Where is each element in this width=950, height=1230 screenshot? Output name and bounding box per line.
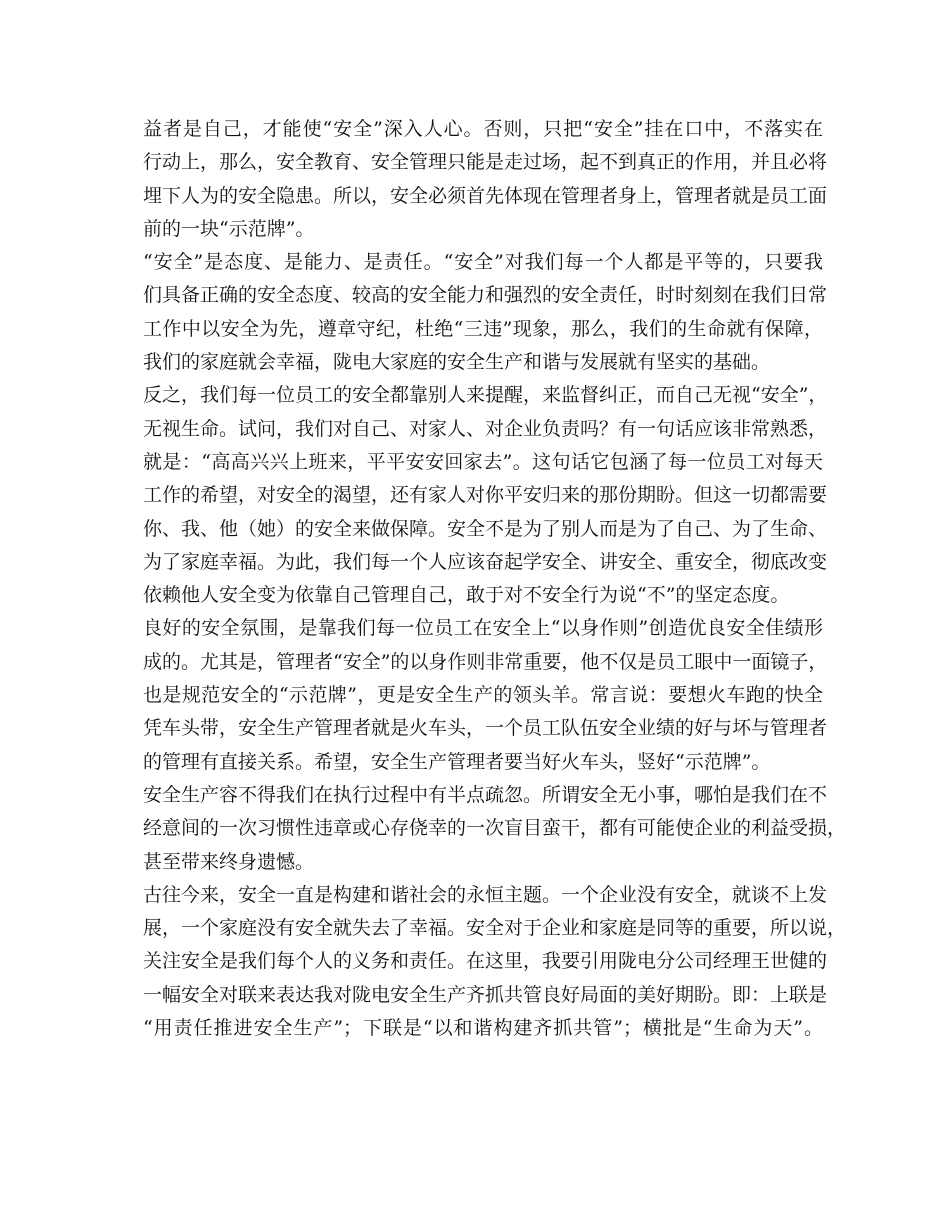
text-line: 安全生产容不得我们在执行过程中有半点疏忽。所谓安全无小事，哪怕是我们在不 (143, 783, 828, 806)
text-line: 我们的家庭就会幸福，陇电大家庭的安全生产和谐与发展就有坚实的基础。 (143, 351, 771, 374)
text-line: “安全”是态度、是能力、是责任。“安全”对我们每一个人都是平等的，只要我 (143, 251, 823, 274)
paragraph (143, 779, 847, 879)
text-line: 就是：“高高兴兴上班来，平平安安回家去”。这句话它包涵了每一位员工对每天 (143, 450, 823, 473)
text-line: “用责任推进安全生产”；下联是“以和谐构建齐抓共管”；横批是“生命为天”。 (143, 1017, 823, 1040)
text-line: 无视生命。试问，我们对自己、对家人、对企业负责吗？有一句话应该非常熟悉， (143, 417, 828, 440)
text-line: 工作中以安全为先，遵章守纪，杜绝“三违”现象，那么，我们的生命就有保障， (143, 317, 823, 340)
text-line: 依赖他人安全变为依靠自己管理自己，敢于对不安全行为说“不”的坚定态度。 (143, 584, 790, 607)
paragraph (143, 379, 828, 612)
text-line: 你、我、他（她）的安全来做保障。安全不是为了别人而是为了自己、为了生命、 (143, 517, 828, 540)
text-line: 古往今来，安全一直是构建和谐社会的永恒主题。一个企业没有安全，就谈不上发 (143, 883, 828, 906)
paragraph (143, 879, 847, 1045)
paragraph (143, 246, 828, 379)
paragraph (143, 113, 828, 246)
text-line: 关注安全是我们每个人的义务和责任。在这里，我要引用陇电分公司经理王世健的 (143, 950, 828, 973)
text-line: 展，一个家庭没有安全就失去了幸福。安全对于企业和家庭是同等的重要，所以说， (143, 917, 847, 940)
text-line: 们具备正确的安全态度、较高的安全能力和强烈的安全责任，时时刻刻在我们日常 (143, 284, 828, 307)
text-line: 前的一块“示范牌”。 (143, 217, 315, 240)
text-line: 凭车头带，安全生产管理者就是火车头，一个员工队伍安全业绩的好与坏与管理者 (143, 717, 828, 740)
text-line: 经意间的一次习惯性违章或心存侥幸的一次盲目蛮干，都有可能使企业的利益受损， (143, 817, 847, 840)
text-line: 反之，我们每一位员工的安全都靠别人来提醒，来监督纠正，而自己无视“安全”， (143, 384, 828, 407)
text-line: 也是规范安全的“示范牌”，更是安全生产的领头羊。常言说：要想火车跑的快全 (143, 684, 823, 707)
paragraph (143, 612, 828, 778)
document-body (143, 113, 847, 1045)
text-line: 的管理有直接关系。希望，安全生产管理者要当好火车头，竖好“示范牌”。 (143, 750, 771, 773)
text-line: 埋下人为的安全隐患。所以，安全必须首先体现在管理者身上，管理者就是员工面 (143, 184, 828, 207)
text-line: 一幅安全对联来表达我对陇电安全生产齐抓共管良好局面的美好期盼。即：上联是 (143, 983, 828, 1006)
text-line: 成的。尤其是，管理者“安全”的以身作则非常重要，他不仅是员工眼中一面镜子， (143, 650, 828, 673)
text-line: 良好的安全氛围，是靠我们每一位员工在安全上“以身作则”创造优良安全佳绩形 (143, 617, 823, 640)
text-line: 工作的希望，对安全的渴望，还有家人对你平安归来的那份期盼。但这一切都需要 (143, 484, 828, 507)
text-line: 行动上，那么，安全教育、安全管理只能是走过场，起不到真正的作用，并且必将 (143, 151, 828, 174)
text-line: 益者是自己，才能使“安全”深入人心。否则，只把“安全”挂在口中，不落实在 (143, 118, 823, 140)
text-line: 甚至带来终身遗憾。 (143, 850, 315, 873)
text-line: 为了家庭幸福。为此，我们每一个人应该奋起学安全、讲安全、重安全，彻底改变 (143, 550, 828, 573)
